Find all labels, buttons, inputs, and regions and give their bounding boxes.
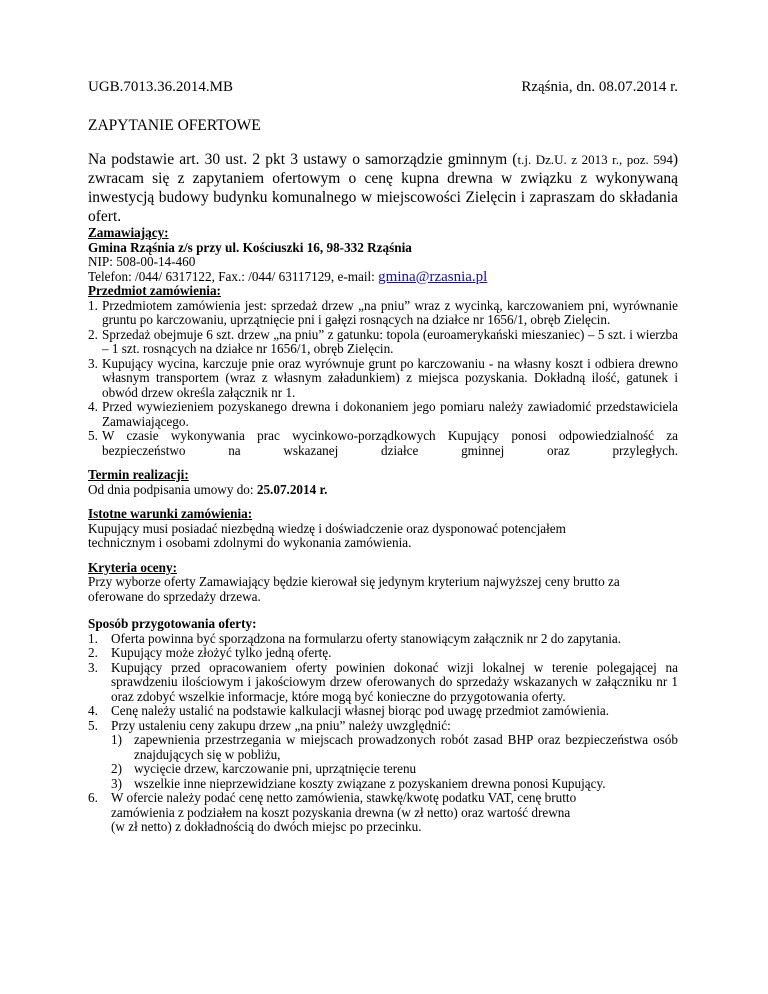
list-item: 6. W ofercie należy podać cenę netto zamówienia, stawkę/kwotę podatku VAT, cenę brutto zamówienia z podziałem na koszt pozyskania drewna (w zł netto) oraz wartość drewna (w zł netto) z dokładnością do dwóch miejsc po przecinku.: [88, 790, 577, 834]
sposob-sublist: [111, 733, 678, 791]
przedmiot-list: [88, 299, 678, 459]
termin-date: 25.07.2014 r.: [256, 481, 328, 497]
document-page: [88, 78, 678, 835]
warunki-line-1: Kupujący musi posiadać niezbędną wiedzę i doświadczenie oraz dysponować potencjałem: [88, 520, 566, 536]
document-title: ZAPYTANIE OFERTOWE: [88, 117, 261, 134]
place-date: Rząśnia, dn. 08.07.2014 r.: [521, 79, 678, 95]
list-item: 2. Kupujący może złożyć tylko jedną ofertę.: [88, 645, 332, 660]
warunki-line-2: technicznym i osobami zdolnymi do wykonania zamówienia.: [88, 535, 412, 550]
sublist-item: 2) wycięcie drzew, karczowanie pni, uprzątnięcie terenu: [111, 761, 417, 776]
kryteria-line-2: oferowane do sprzedaży drzewa.: [88, 588, 261, 604]
sposob-heading: Sposób przygotowania oferty:: [88, 616, 257, 631]
zamawiajacy-contact: [88, 270, 678, 285]
intro-paragraph: [88, 150, 678, 226]
zamawiajacy-section: [88, 226, 678, 835]
list-item: 4. Przed wywiezieniem pozyskanego drewna i dokonaniem jego pomiaru należy zawiadomić przedstawiciela Zamawiającego.: [88, 399, 678, 429]
email-link[interactable]: gmina@rzasnia.pl: [378, 268, 488, 285]
list-item: 5. W czasie wykonywania prac wycinkowo-porządkowych Kupujący ponosi odpowiedzialność za bezpieczeństwo na wskazanej działce gminnej oraz przyległych.: [88, 428, 678, 458]
list-item: 3. Kupujący wycina, karczuje pnie oraz wyrównuje grunt po karczowaniu - na własny koszt i odbiera drewno własnym transportem (wraz z własnym załadunkiem) z miejsca pozyskania. Dokładną ilość, gatunek i obwód drzew określa załącznik nr 1.: [88, 355, 678, 400]
sublist-item: 3) wszelkie inne nieprzewidziane koszty związane z pozyskaniem drewna ponosi Kupujący.: [111, 775, 606, 791]
reference-number: UGB.7013.36.2014.MB: [88, 79, 234, 95]
list-item: 3. Kupujący przed opracowaniem oferty powinien dokonać wizji lokalnej w terenie polegającej na sprawdzeniu ilościowym i jakościowym drzew oferowanych do sprzedaży wskazanych w załączniku nr 1 oraz zdobyć wszelkie informacje, które mogą być konieczne do przygotowania oferty.: [88, 659, 678, 704]
sublist-item: 1) zapewnienia przestrzegania w miejscach prowadzonych robót zasad BHP oraz bezpieczeństwa osób znajdujących się w pobliżu,: [111, 732, 678, 762]
list-item: 1. Przedmiotem zamówienia jest: sprzedaż drzew „na pniu” wraz z wycinką, karczowaniem pni, wyrównanie gruntu po karczowaniu, uprzątnięcie pni i gałęzi rosnących na działce nr 1656/1, obręb Zielęcin.: [88, 297, 678, 327]
list-item: 4. Cenę należy ustalić na podstawie kalkulacji własnej biorąc pod uwagę przedmiot zamówienia.: [88, 703, 610, 718]
termin-heading: Termin realizacji:: [88, 467, 189, 482]
list-item: 1. Oferta powinna być sporządzona na formularzu oferty stanowiącym załącznik nr 2 do zapytania.: [88, 630, 622, 646]
przedmiot-heading: Przedmiot zamówienia:: [88, 283, 221, 298]
termin-text: Od dnia podpisania umowy do: 25.07.2014 r.: [88, 481, 328, 497]
zamawiajacy-heading: Zamawiający:: [88, 225, 169, 240]
list-item: 2. Sprzedaż obejmuje 6 szt. drzew „na pniu” z gatunku: topola (euroamerykański mieszaniec) – 5 szt. i wierzba – 1 szt. rosnących na działce nr 1656/1, obręb Zielęcin.: [88, 326, 678, 356]
list-item: 5. Przy ustaleniu ceny zakupu drzew „na pniu” należy uwzględnić: 1) zapewnienia przestrzegania w miejscach prowadzonych robót zasad BHP oraz bezpieczeństwa osób znajdujących się w pobliżu, 2) wycięcie drzew, karczowanie pni, uprzątnięcie terenu 3) wszelkie inne nieprzewidziane koszty związane z pozyskaniem drewna ponosi Kupujący.: [88, 717, 678, 791]
zamawiajacy-nip: NIP: 508-00-14-460: [88, 254, 196, 269]
kryteria-heading: Kryteria oceny:: [88, 559, 177, 575]
document-header: [88, 78, 678, 96]
intro-legal-citation: t.j. Dz.U. z 2013 r., poz. 594: [517, 152, 673, 167]
intro-text-1: Na podstawie art. 30 ust. 2 pkt 3 ustawy o samorządzie gminnym (: [88, 151, 518, 168]
kryteria-line-1: Przy wyborze oferty Zamawiający będzie kierował się jedynym kryterium najwyższej ceny brutto za: [88, 574, 620, 589]
zamawiajacy-name: Gmina Rząśnia z/s przy ul. Kościuszki 16, 98-332 Rząśnia: [88, 239, 412, 255]
contact-text: Telefon: /044/ 6317122, Fax.: /044/ 63117129, e-mail:: [88, 268, 379, 284]
intro-text-2: ) zwracam się z zapytaniem ofertowym o cenę kupna drewna w związku z wykonywaną inwestycją budowy budynku komunalnego w miejscowości Zielęcin i zapraszam do składania ofert.: [88, 151, 678, 225]
warunki-heading: Istotne warunki zamówienia:: [88, 506, 253, 521]
sposob-list: [88, 632, 678, 835]
